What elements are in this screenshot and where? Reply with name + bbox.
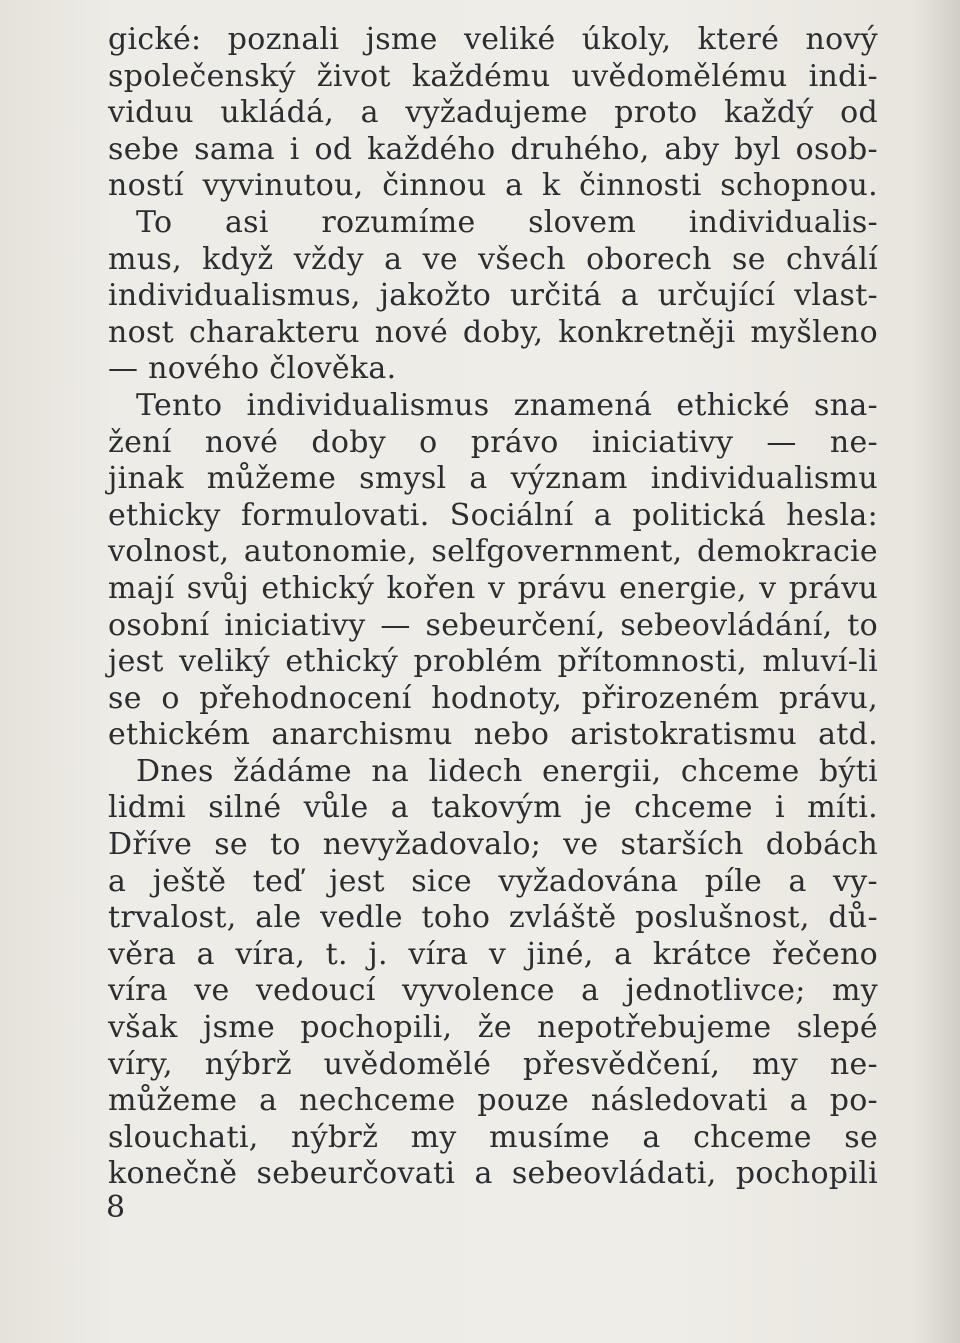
text-line: sebe sama i od každého druhého, aby byl osob- — [108, 131, 878, 167]
text-line: lidmi silné vůle a takovým je chceme i míti. — [108, 790, 878, 826]
text-line: Dříve se to nevyžadovalo; ve starších dobách — [108, 827, 878, 863]
text-line: víry, nýbrž uvědomělé přesvědčení, my ne- — [108, 1046, 878, 1082]
text-line: však jsme pochopili, že nepotřebujeme slepé — [108, 1010, 878, 1046]
text-line: trvalost, ale vedle toho zvláště poslušnost, dů- — [108, 900, 878, 936]
text-line: — nového člověka. — [108, 351, 397, 387]
text-line: gické: poznali jsme veliké úkoly, které nový — [108, 22, 878, 57]
text-line: mají svůj ethický kořen v právu energie, v právu — [108, 570, 878, 606]
text-line: ethicky formulovati. Sociální a politická hesla: — [108, 497, 878, 533]
text-line: volnost, autonomie, selfgovernment, demokracie — [108, 534, 878, 570]
text-line: Tento individualismus znamená ethické sna- — [136, 387, 878, 423]
text-line: ností vyvinutou, činnou a k činnosti schopnou. — [108, 168, 878, 204]
text-line: viduu ukládá, a vyžadujeme proto každý od — [108, 95, 878, 131]
text-line: To asi rozumíme slovem individualis- — [136, 204, 878, 240]
text-line: Dnes žádáme na lidech energii, chceme býti — [136, 753, 878, 789]
text-line: nost charakteru nové doby, konkretněji myšleno — [108, 314, 878, 350]
text-line: osobní iniciativy — sebeurčení, sebeovládání, to — [108, 607, 878, 643]
text-line: jinak můžeme smysl a význam individualismu — [108, 461, 878, 497]
text-line: můžeme a nechceme pouze následovati a po- — [108, 1083, 878, 1119]
text-line: žení nové doby o právo iniciativy — ne- — [108, 424, 878, 460]
text-line: mus, když vždy a ve všech oborech se chválí — [108, 241, 878, 277]
text-line: se o přehodnocení hodnoty, přirozeném právu, — [108, 680, 878, 716]
text-line: slouchati, nýbrž my musíme a chceme se — [108, 1119, 878, 1155]
text-line: jest veliký ethický problém přítomnosti, mluví-li — [108, 644, 878, 680]
text-line: a ještě teď jest sice vyžadována píle a vy- — [108, 863, 878, 899]
text-line: věra a víra, t. j. víra v jiné, a krátce řečeno — [108, 936, 878, 972]
text-line: ethickém anarchismu nebo aristokratismu atd. — [108, 717, 878, 753]
text-line: společenský život každému uvědomělému indi- — [108, 58, 878, 94]
body-text — [108, 22, 878, 1193]
text-line: víra ve vedoucí vyvolence a jednotlivce; my — [108, 973, 878, 1009]
text-line: konečně sebeurčovati a sebeovládati, pochopili — [108, 1156, 878, 1192]
text-line: individualismus, jakožto určitá a určující vlast- — [108, 278, 878, 314]
page-number: 8 — [106, 1190, 126, 1225]
page-edge-shadow — [914, 0, 960, 1343]
